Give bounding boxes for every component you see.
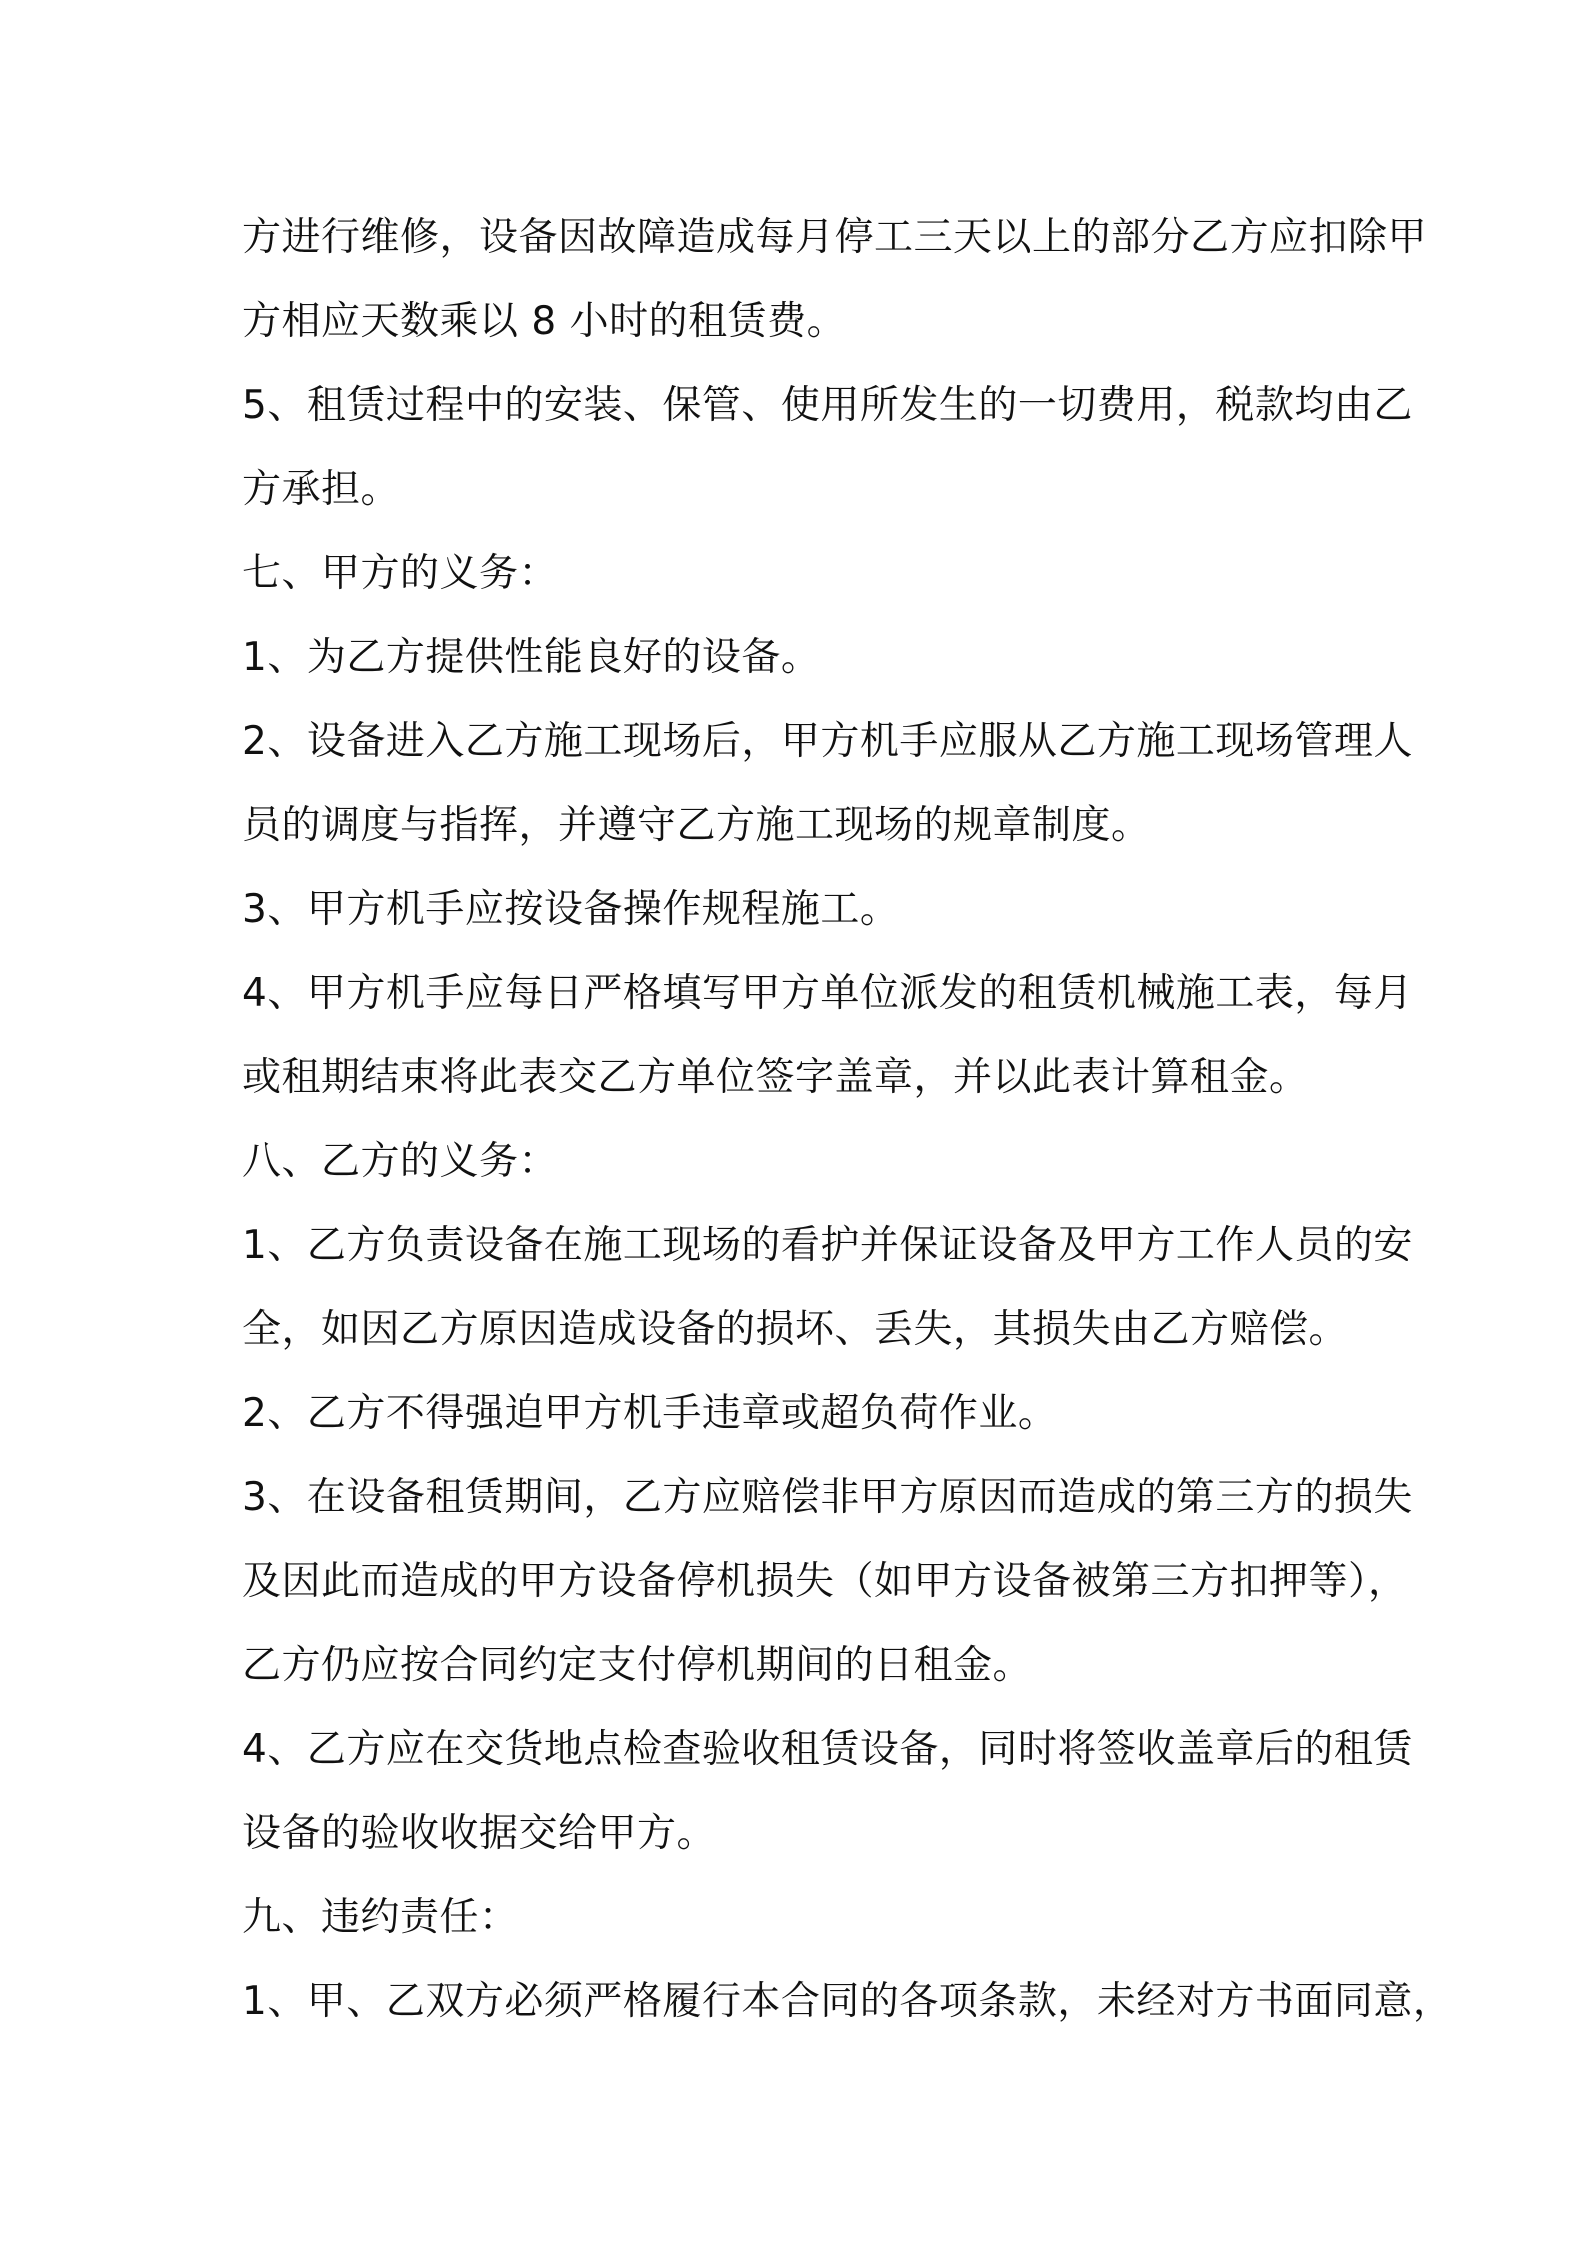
text-line: 乙方仍应按合同约定支付停机期间的日租金。: [242, 1643, 1033, 1688]
text-line: 设备的验收收据交给甲方。: [242, 1811, 717, 1856]
text-line: 方进行维修，设备因故障造成每月停工三天以上的部分乙方应扣除甲: [242, 215, 1428, 260]
text-line: 员的调度与指挥，并遵守乙方施工现场的规章制度。: [242, 803, 1151, 848]
text-line: 3、在设备租赁期间，乙方应赔偿非甲方原因而造成的第三方的损失: [242, 1475, 1413, 1520]
text-line: 2、乙方不得强迫甲方机手违章或超负荷作业。: [242, 1391, 1058, 1436]
text-line: 5、租赁过程中的安装、保管、使用所发生的一切费用，税款均由乙: [242, 383, 1413, 428]
section-heading: 八、乙方的义务：: [242, 1139, 559, 1184]
text-line: 1、为乙方提供性能良好的设备。: [242, 635, 821, 680]
text-line: 或租期结束将此表交乙方单位签字盖章，并以此表计算租金。: [242, 1055, 1309, 1100]
text-line: 及因此而造成的甲方设备停机损失（如甲方设备被第三方扣押等），: [242, 1559, 1408, 1604]
text-line: 2、设备进入乙方施工现场后，甲方机手应服从乙方施工现场管理人: [242, 719, 1413, 764]
text-line: 方相应天数乘以 8 小时的租赁费。: [242, 299, 847, 344]
text-line: 全，如因乙方原因造成设备的损坏、丢失，其损失由乙方赔偿。: [242, 1307, 1349, 1352]
text-line: 4、甲方机手应每日严格填写甲方单位派发的租赁机械施工表，每月: [242, 971, 1413, 1016]
text-line: 3、甲方机手应按设备操作规程施工。: [242, 887, 900, 932]
text-line: 1、乙方负责设备在施工现场的看护并保证设备及甲方工作人员的安: [242, 1223, 1413, 1268]
section-heading: 七、甲方的义务：: [242, 551, 559, 596]
contract-text: [242, 196, 1453, 2044]
section-heading: 九、违约责任：: [242, 1895, 519, 1940]
text-line: 1、甲、乙双方必须严格履行本合同的各项条款，未经对方书面同意，: [242, 1979, 1453, 2024]
text-line: 方承担。: [242, 467, 401, 512]
text-line: 4、乙方应在交货地点检查验收租赁设备，同时将签收盖章后的租赁: [242, 1727, 1413, 1772]
